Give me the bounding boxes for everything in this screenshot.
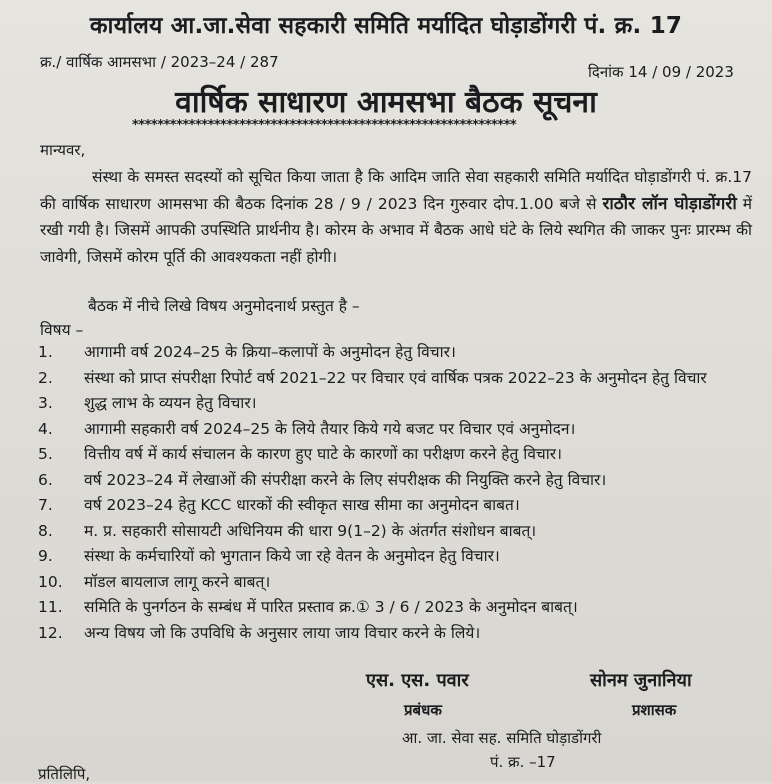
agenda-number: 5. bbox=[38, 445, 53, 463]
agenda-text: वित्तीय वर्ष में कार्य संचालन के कारण हुए घाटे के कारणों का परीक्षण करने हेतु विचार। bbox=[84, 445, 563, 463]
administrator-name: सोनम जुनानिया bbox=[590, 670, 692, 691]
agenda-item bbox=[38, 468, 707, 494]
subject-heading: विषय – bbox=[40, 321, 84, 339]
administrator-role: प्रशासक bbox=[632, 701, 677, 719]
agenda-number: 8. bbox=[38, 521, 53, 540]
notice-paragraph bbox=[40, 164, 752, 270]
agenda-intro: बैठक में नीचे लिखे विषय अनुमोदनार्थ प्रस्तुत है – bbox=[88, 297, 360, 315]
agenda-item bbox=[38, 621, 707, 647]
agenda-text: अन्य विषय जो कि उपविधि के अनुसार लाया जाय विचार करने के लिये। bbox=[84, 623, 481, 642]
agenda-number: 4. bbox=[38, 419, 53, 438]
agenda-item bbox=[38, 442, 707, 468]
office-header: कार्यालय आ.जा.सेवा सहकारी समिति मर्यादित घोड़ाडोंगरी पं. क्र. 17 bbox=[89, 13, 683, 39]
copy-to-label: प्रतिलिपि, bbox=[38, 765, 91, 783]
agenda-number: 6. bbox=[38, 470, 53, 489]
manager-role: प्रबंधक bbox=[404, 701, 442, 719]
notice-date: दिनांक 14 / 09 / 2023 bbox=[588, 63, 734, 81]
agenda-item bbox=[38, 519, 707, 545]
agenda-number: 10. bbox=[38, 572, 63, 591]
signatory-org-number: पं. क्र. –17 bbox=[490, 753, 556, 771]
agenda-number: 7. bbox=[38, 496, 53, 514]
agenda-text: मॉडल बायलाज लागू करने बाबत्। bbox=[84, 572, 271, 591]
paragraph-text-1: संस्था के समस्त सदस्यों को सूचित किया जाता है कि आदिम जाति सेवा सहकारी समिति मर्यादित घोड़ाडोंगरी पं. क्र.17 की वार्षिक साधारण आमसभा की बैठक दिनांक 28 / 9 / 2023 दिन गुरुवार दोप.1.00 बजे से bbox=[40, 168, 752, 213]
agenda-list bbox=[38, 340, 707, 646]
venue-name: राठौर लॉन घोड़ाडोंगरी bbox=[602, 193, 737, 214]
agenda-number: 9. bbox=[38, 547, 53, 565]
agenda-number: 2. bbox=[38, 368, 53, 387]
agenda-item bbox=[38, 493, 707, 519]
paragraph-text-2: में रखी गयी है। जिसमें आपकी उपस्थिति प्रार्थनीय है। कोरम के अभाव में बैठक आधे घंटे के लिये स्थगित की जाकर पुनः प्रारम्भ की जावेगी, जिसमें कोरम पूर्ति की आवश्यकता नहीं होगी। bbox=[40, 194, 752, 266]
agenda-text: आगामी सहकारी वर्ष 2024–25 के लिये तैयार किये गये बजट पर विचार एवं अनुमोदन। bbox=[84, 419, 576, 438]
agenda-item bbox=[38, 391, 707, 417]
agenda-number: 11. bbox=[38, 598, 63, 616]
agenda-text: म. प्र. सहकारी सोसायटी अधिनियम की धारा 9(1–2) के अंतर्गत संशोधन बाबत्। bbox=[84, 521, 537, 540]
agenda-text: आगामी वर्ष 2024–25 के क्रिया–कलापों के अनुमोदन हेतु विचार। bbox=[84, 343, 456, 361]
agenda-text: वर्ष 2023–24 में लेखाओं की संपरीक्षा करने के लिए संपरीक्षक की नियुक्ति करने हेतु विचार। bbox=[84, 470, 607, 489]
agenda-text: शुद्ध लाभ के व्ययन हेतु विचार। bbox=[84, 394, 257, 412]
agenda-number: 3. bbox=[38, 394, 53, 412]
reference-number: क्र./ वार्षिक आमसभा / 2023–24 / 287 bbox=[40, 53, 279, 71]
star-divider: ************************************************************* bbox=[132, 118, 517, 133]
agenda-text: संस्था के कर्मचारियों को भुगतान किये जा रहे वेतन के अनुमोदन हेतु विचार। bbox=[84, 547, 500, 565]
salutation: मान्यवर, bbox=[40, 141, 86, 159]
notice-title: वार्षिक साधारण आमसभा बैठक सूचना bbox=[175, 85, 597, 120]
agenda-item bbox=[38, 544, 707, 570]
agenda-item bbox=[38, 417, 707, 443]
agenda-text: संस्था को प्राप्त संपरीक्षा रिपोर्ट वर्ष 2021–22 पर विचार एवं वार्षिक पत्रक 2022–23 के अनुमोदन हेतु विचार bbox=[84, 368, 707, 387]
agenda-item bbox=[38, 366, 707, 392]
manager-name: एस. एस. पवार bbox=[366, 670, 469, 691]
agenda-item bbox=[38, 570, 707, 596]
agenda-item bbox=[38, 340, 707, 366]
agenda-number: 12. bbox=[38, 623, 63, 642]
agenda-number: 1. bbox=[38, 343, 53, 361]
agenda-item bbox=[38, 595, 707, 621]
signatory-organisation: आ. जा. सेवा सह. समिति घोड़ाडोंगरी bbox=[402, 729, 602, 747]
agenda-text: वर्ष 2023–24 हेतु KCC धारकों की स्वीकृत साख सीमा का अनुमोदन बाबत। bbox=[84, 496, 520, 514]
agenda-text: समिति के पुनर्गठन के सम्बंध में पारित प्रस्ताव क्र.① 3 / 6 / 2023 के अनुमोदन बाबत्। bbox=[84, 598, 578, 616]
